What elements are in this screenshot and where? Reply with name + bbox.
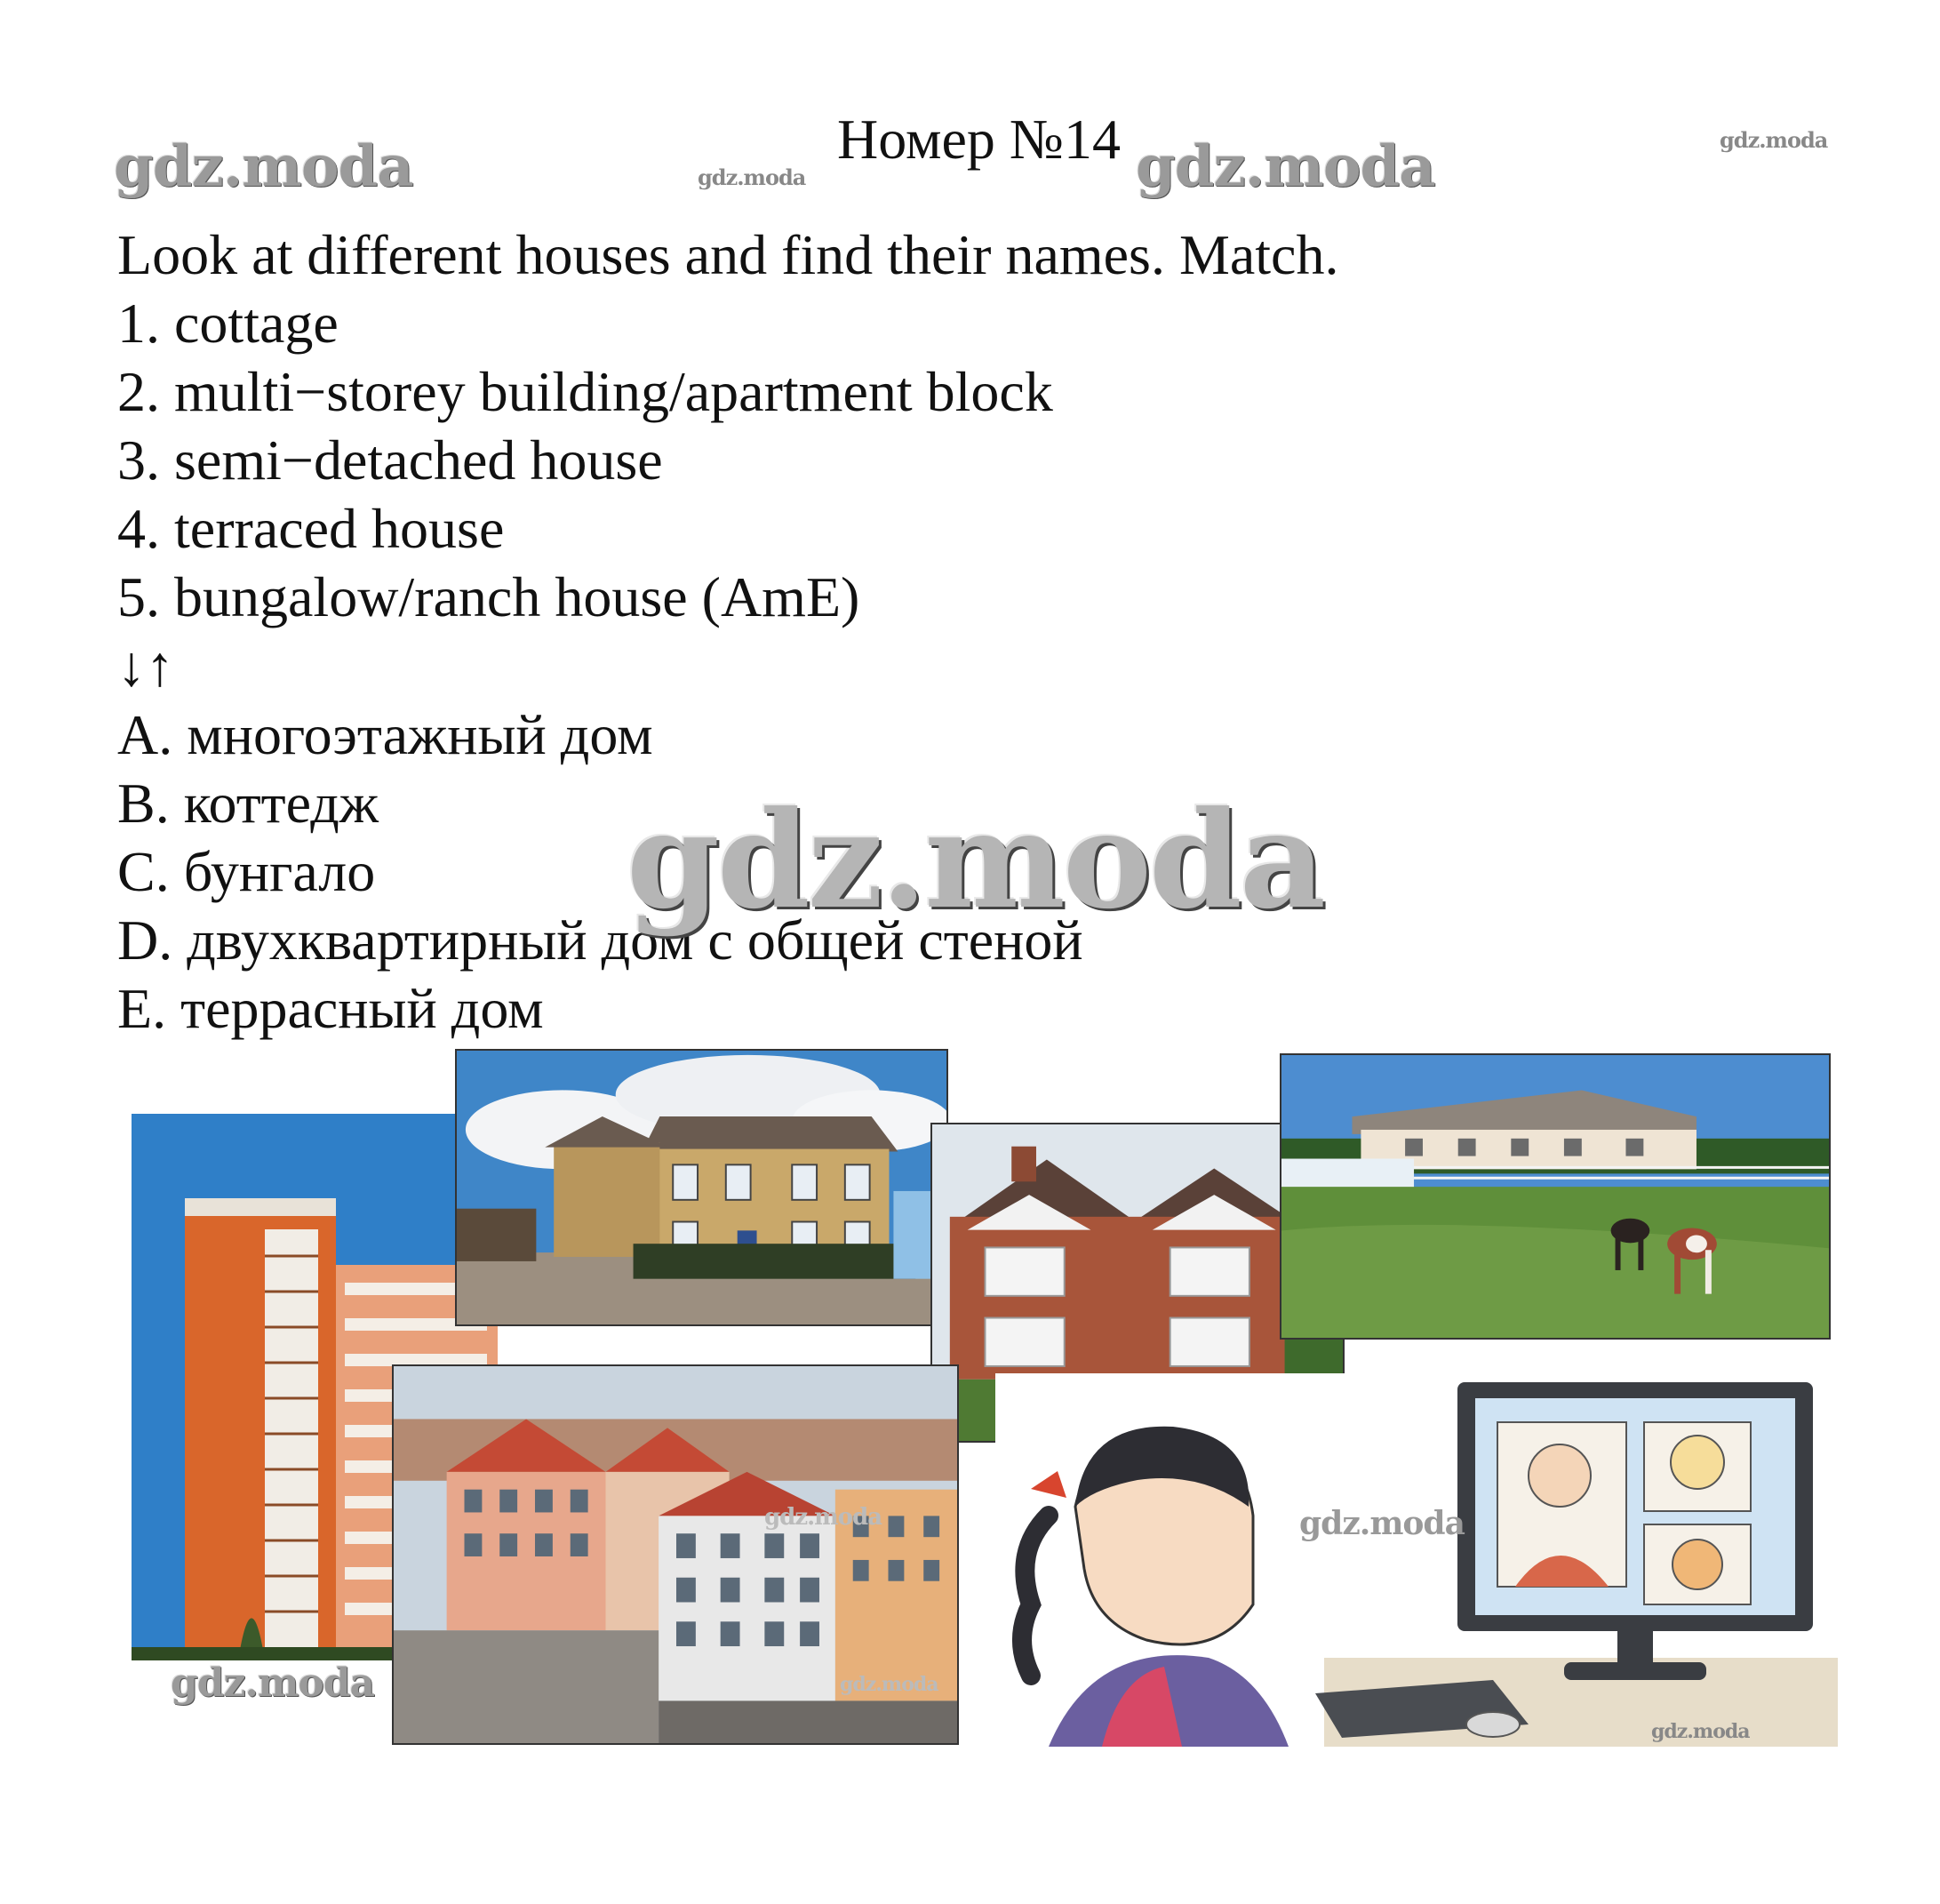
- russian-item-c: C. бунгало: [117, 840, 376, 903]
- russian-item-a: A. многоэтажный дом: [117, 703, 653, 766]
- watermark-top-small-center: gdz.moda: [698, 164, 806, 190]
- watermark-photo-bottom-left: gdz.moda: [171, 1660, 375, 1706]
- english-item-2: 2. multi−storey building/apartment block: [117, 360, 1053, 423]
- english-item-5: 5. bungalow/ranch house (AmE): [117, 565, 860, 628]
- illustration-girl-video-call: [995, 1373, 1838, 1747]
- russian-item-d: D. двухквартирный дом с общей стеной: [117, 908, 1083, 972]
- russian-item-e: E. террасный дом: [117, 977, 544, 1040]
- russian-item-b: B. коттедж: [117, 772, 379, 835]
- english-item-4: 4. terraced house: [117, 497, 505, 560]
- page-title: Номер №14: [837, 108, 1121, 171]
- photo-cottage: [455, 1049, 948, 1326]
- watermark-top-center: gdz.moda: [1136, 133, 1435, 200]
- english-item-1: 1. cottage: [117, 292, 339, 355]
- watermark-top-right: gdz.moda: [1720, 127, 1828, 153]
- watermark-photo-center: gdz.moda: [764, 1504, 882, 1531]
- match-arrows: ↓↑: [117, 635, 174, 698]
- english-item-3: 3. semi−detached house: [117, 428, 663, 492]
- photo-bungalow-ranch-house: [1280, 1053, 1831, 1340]
- watermark-top-left: gdz.moda: [114, 133, 413, 200]
- instruction-text: Look at different houses and find their names. Match.: [117, 223, 1339, 286]
- watermark-photo-center-bottom: gdz.moda: [840, 1673, 938, 1696]
- watermark-center-large: gdz.moda: [627, 782, 1324, 939]
- watermark-illustration: gdz.moda: [1299, 1505, 1465, 1542]
- watermark-bottom-right: gdz.moda: [1651, 1720, 1750, 1743]
